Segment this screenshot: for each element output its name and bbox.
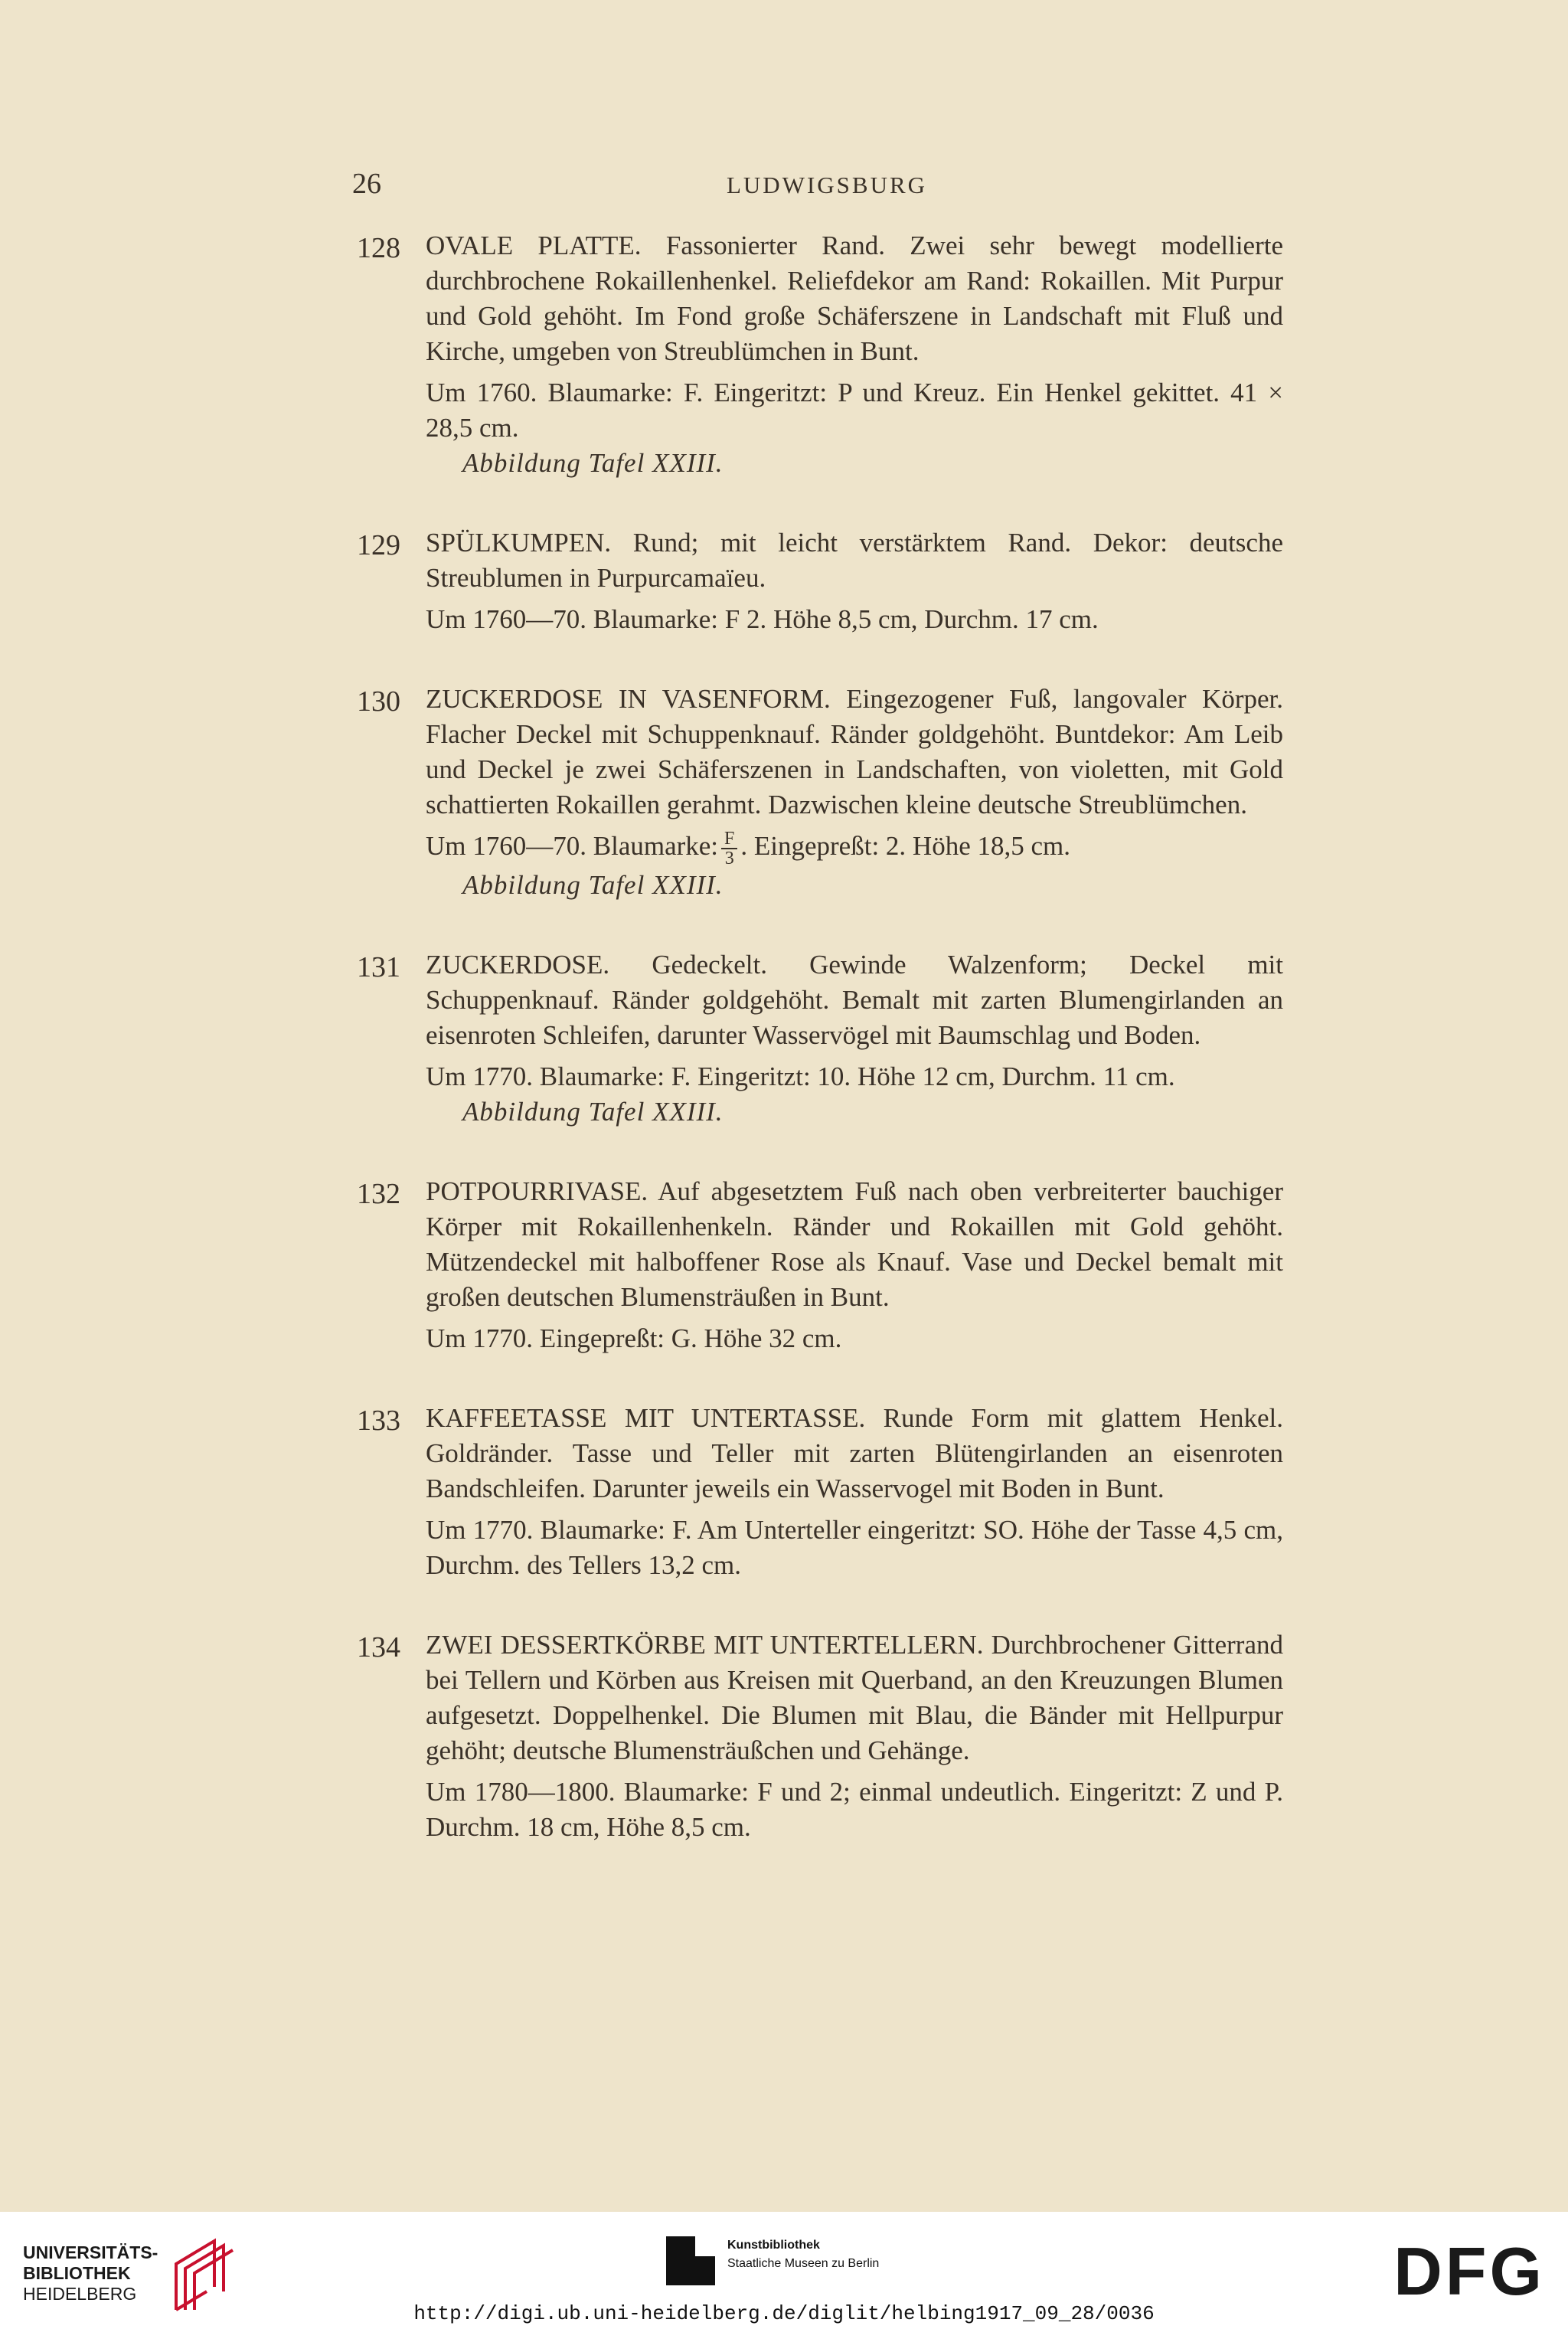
entry-number: 134 [357,1631,400,1663]
kunstbibliothek-mark-icon [666,2236,715,2285]
running-head [352,167,1302,201]
entry-body [426,1401,1283,1583]
catalogue-entries [357,228,1306,1889]
entry-description: ZUCKERDOSE. Gedeckelt. Gewinde Walzenform; Deckel mit Schuppenknauf. Ränder goldgehöht. Bemalt mit zarten Blumengirlanden an eisenroten Schleifen, darunter Wasservögel mit Baumschlag und Boden. [426,949,1283,1050]
kunstbibliothek-logo[interactable] [666,2230,942,2291]
factory-mark [721,829,737,868]
entry-description: OVALE PLATTE. Fassonierter Rand. Zwei sehr bewegt modellierte durchbrochene Rokaillenhenkel. Reliefdekor am Rand: Rokaillen. Mit Purpur und Gold gehöht. Im Fond große Schäferszene in Landschaft mit Fluß und Kirche, umgeben von Streublümchen in Bunt. [426,231,1283,366]
entry-meta: Um 1780—1800. Blaumarke: F und 2; einmal undeutlich. Eingeritzt: Z und P. Durchm. 18 cm, Höhe 8,5 cm. [426,1776,1283,1842]
ub-logo-text [23,2242,158,2304]
entry-body [426,1174,1283,1356]
meta-before-mark: Um 1760—70. Blaumarke: [426,831,719,861]
kb-line-2: Staatliche Museen zu Berlin [727,2257,880,2270]
catalogue-entry [357,228,1306,481]
entry-number: 128 [357,232,400,264]
entry-body [426,525,1283,637]
entry-number: 132 [357,1177,400,1210]
entry-description: POTPOURRIVASE. Auf abgesetztem Fuß nach oben verbreiterter bauchiger Körper mit Rokaillenhenkeln. Ränder und Rokaillen mit Gold gehöht. Mützendeckel mit halboffener Rose als Knauf. Vase und Deckel bemalt mit großen deutschen Blumensträußen in Bunt. [426,1176,1283,1312]
entry-meta: Um 1770. Blaumarke: F. Eingeritzt: 10. Höhe 12 cm, Durchm. 11 cm. [426,1061,1175,1091]
entry-number: 133 [357,1404,400,1437]
entry-body [426,1627,1283,1845]
entry-body [426,682,1283,903]
entry-number: 131 [357,950,400,983]
entry-body [426,228,1283,481]
ub-line-1: UNIVERSITÄTS- [23,2242,158,2262]
mark-denominator: 3 [724,848,734,868]
digitization-footer [0,2212,1568,2329]
kunstbibliothek-text [727,2236,879,2273]
meta-after-mark: . Eingepreßt: 2. Höhe 18,5 cm. [740,831,1070,861]
catalogue-entry [357,1174,1306,1356]
permalink-url[interactable]: http://digi.ub.uni-heidelberg.de/diglit/helbing1917_09_28/0036 [413,2302,1155,2325]
entry-description: SPÜLKUMPEN. Rund; mit leicht verstärktem Rand. Dekor: deutsche Streublumen in Purpurcamaïeu. [426,528,1283,593]
entry-description: ZWEI DESSERTKÖRBE MIT UNTERTELLERN. Durchbrochener Gitterrand bei Tellern und Körben aus Kreisen mit Querband, an den Kreuzungen Blumen aufgesetzt. Doppelhenkel. Die Blumen mit Blau, die Bänder mit Hellpurpur gehöht; deutsche Blumensträußchen und Gehänge. [426,1629,1283,1765]
mark-numerator: F [721,829,737,849]
entry-number: 130 [357,685,400,718]
running-title: LUDWIGSBURG [726,172,928,198]
catalogue-entry [357,1627,1306,1845]
figure-reference: Abbildung Tafel XXIII. [462,869,724,900]
page-number: 26 [352,168,381,200]
ub-line-2: BIBLIOTHEK [23,2263,131,2283]
catalogue-entry [357,525,1306,637]
entry-meta [426,829,1283,868]
ub-line-3: HEIDELBERG [23,2284,137,2304]
dfg-logo[interactable]: DFG [1393,2233,1545,2309]
entry-meta: Um 1770. Blaumarke: F. Am Unterteller eingeritzt: SO. Höhe der Tasse 4,5 cm, Durchm. des Tellers 13,2 cm. [426,1514,1283,1580]
catalogue-entry [357,1401,1306,1583]
entry-meta: Um 1770. Eingepreßt: G. Höhe 32 cm. [426,1323,842,1353]
catalogue-entry [357,682,1306,903]
figure-reference: Abbildung Tafel XXIII. [462,1096,724,1127]
entry-meta: Um 1760. Blaumarke: F. Eingeritzt: P und Kreuz. Ein Henkel gekittet. 41 × 28,5 cm. [426,378,1283,443]
entry-description: KAFFEETASSE MIT UNTERTASSE. Runde Form mit glattem Henkel. Goldränder. Tasse und Teller mit zarten Blütengirlanden an eisenroten Bandschleifen. Darunter jeweils ein Wasservogel mit Boden in Bunt. [426,1402,1283,1503]
catalogue-entry [357,947,1306,1130]
entry-number: 129 [357,529,400,561]
entry-description: ZUCKERDOSE IN VASENFORM. Eingezogener Fuß, langovaler Körper. Flacher Deckel mit Schuppenknauf. Ränder goldgehöht. Buntdekor: Am Leib und Deckel je zwei Schäferszenen in Landschaften, von violetten, mit Gold schattierten Rokaillen gerahmt. Dazwischen kleine deutsche Streublümchen. [426,684,1283,819]
kb-line-1: Kunstbibliothek [727,2239,820,2252]
figure-reference: Abbildung Tafel XXIII. [462,448,724,478]
entry-body [426,947,1283,1130]
entry-meta: Um 1760—70. Blaumarke: F 2. Höhe 8,5 cm, Durchm. 17 cm. [426,604,1099,634]
